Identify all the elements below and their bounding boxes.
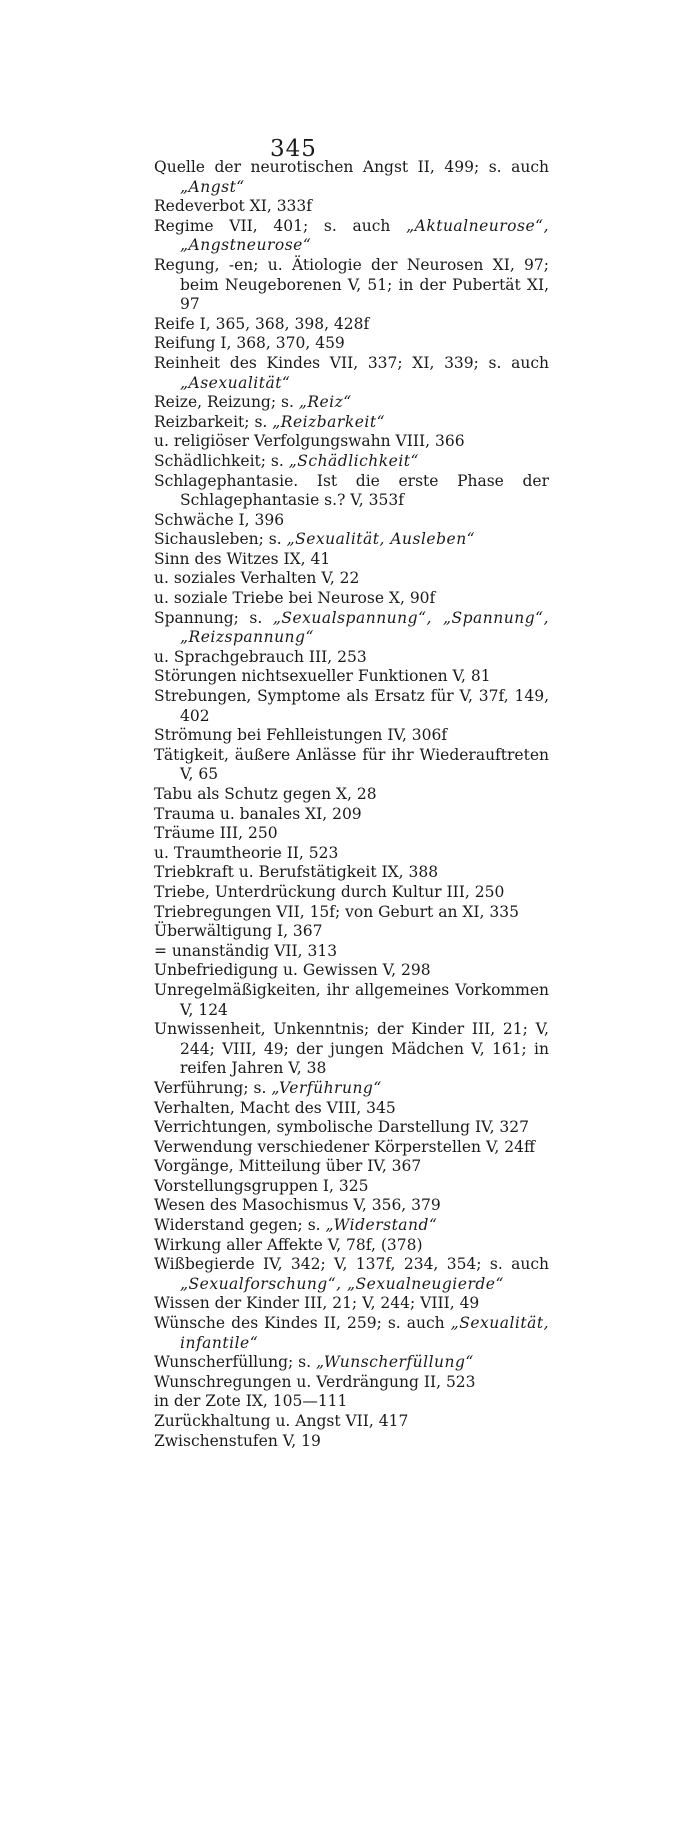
entry-text: Triebregungen VII, 15f; von Geburt an XI, 335 — [154, 902, 519, 921]
entry-text: Widerstand gegen; s. — [154, 1216, 326, 1235]
index-entry — [154, 393, 549, 413]
entry-text: Spannung; s. — [154, 608, 273, 627]
index-entry — [154, 1412, 549, 1432]
index-entry — [154, 981, 549, 1020]
entry-text: Schädlichkeit; s. — [154, 451, 289, 470]
entry-text: Wunscherfüllung; s. — [154, 1353, 316, 1372]
entry-text: Reizbarkeit; s. — [154, 412, 273, 431]
index-entry — [154, 1236, 549, 1256]
entry-text: Wissen der Kinder III, 21; V, 244; VIII, 49 — [154, 1294, 480, 1313]
entry-text: Verwendung verschiedener Körperstellen V, 24ff — [154, 1137, 536, 1156]
index-entry — [154, 883, 549, 903]
index-entry — [154, 903, 549, 923]
index-entry — [154, 922, 549, 942]
entry-cross-reference: „Aktualneurose“, „Angstneurose“ — [180, 216, 549, 255]
entry-text: Triebe, Unterdrückung durch Kultur III, 250 — [154, 882, 505, 901]
entry-cross-reference: „Asexualität“ — [180, 373, 291, 392]
index-entry — [154, 530, 549, 550]
index-entry — [154, 256, 549, 315]
entry-text: u. soziales Verhalten V, 22 — [154, 569, 360, 588]
index-entry — [154, 863, 549, 883]
entry-text: Unregelmäßigkeiten, ihr allgemeines Vorkommen V, 124 — [154, 980, 549, 1019]
entry-text: Tabu als Schutz gegen X, 28 — [154, 785, 377, 803]
index-entry — [154, 1314, 549, 1353]
entry-text: Zurückhaltung u. Angst VII, 417 — [154, 1412, 409, 1430]
entry-text: Träume III, 250 — [154, 824, 278, 843]
index-entry — [154, 413, 549, 433]
entry-text: u. soziale Triebe bei Neurose X, 90f — [154, 589, 436, 608]
entry-text: u. Sprachgebrauch III, 253 — [154, 647, 367, 666]
entry-text: Schlagephantasie. Ist die erste Phase der Schlagephantasie s.? V, 353f — [154, 471, 549, 510]
entry-text: Regung, -en; u. Ätiologie der Neurosen XI, 97; beim Neugeborenen V, 51; in der Pubertät XI, 97 — [154, 255, 549, 314]
index-entry — [154, 432, 549, 452]
index-entry — [154, 844, 549, 864]
index-entry — [154, 334, 549, 354]
entry-text: Unwissenheit, Unkenntnis; der Kinder III, 21; V, 244; VIII, 49; der jungen Mädchen V, 161; in reifen Jahren V, 38 — [154, 1020, 549, 1078]
index-entry — [154, 1255, 549, 1294]
entry-text: Schwäche I, 396 — [154, 510, 285, 529]
entry-text: Wißbegierde IV, 342; V, 137f, 234, 354; s. auch — [154, 1255, 549, 1274]
index-entry — [154, 217, 549, 256]
index-entry — [154, 1196, 549, 1216]
entry-cross-reference: „Verführung“ — [271, 1078, 382, 1097]
index-entry — [154, 726, 549, 746]
entry-text: Sinn des Witzes IX, 41 — [154, 549, 331, 568]
index-entry — [154, 824, 549, 844]
entry-text: Wünsche des Kindes II, 259; s. auch — [154, 1314, 451, 1333]
index-entry — [154, 667, 549, 687]
entry-text: Reifung I, 368, 370, 459 — [154, 334, 345, 353]
entry-text: Verrichtungen, symbolische Darstellung IV, 327 — [154, 1118, 530, 1137]
index-entry — [154, 569, 549, 589]
index-entry — [154, 1099, 549, 1119]
entry-text: Sichausleben; s. — [154, 530, 287, 549]
index-entry — [154, 452, 549, 472]
entry-text: Strömung bei Fehlleistungen IV, 306f — [154, 726, 448, 745]
index-entry — [154, 354, 549, 393]
index-entry — [154, 589, 549, 609]
index-entry — [154, 1294, 549, 1314]
index-entry — [154, 1118, 549, 1138]
index-entry — [154, 315, 549, 335]
entry-text: Trauma u. banales XI, 209 — [154, 804, 362, 823]
index-entry — [154, 609, 549, 648]
index-entry — [154, 1392, 549, 1412]
entry-text: Wunschregungen u. Verdrängung II, 523 — [154, 1372, 476, 1391]
entry-cross-reference: „Reizbarkeit“ — [272, 412, 385, 431]
index-entry — [154, 1177, 549, 1197]
page-number: 345 — [270, 136, 317, 162]
index-entry — [154, 1432, 549, 1452]
index-entry — [154, 1079, 549, 1099]
entry-cross-reference: „Wunscherfüllung“ — [315, 1353, 474, 1372]
index-list — [154, 158, 549, 1451]
entry-text: Regime VII, 401; s. auch — [154, 216, 407, 235]
index-entry — [154, 1020, 549, 1079]
entry-text: Triebkraft u. Berufstätigkeit IX, 388 — [154, 863, 439, 882]
entry-text: Strebungen, Symptome als Ersatz für V, 37f, 149, 402 — [154, 687, 549, 725]
index-entry — [154, 1216, 549, 1236]
entry-cross-reference: „Sexualspannung“, „Spannung“, „Reizspannung“ — [180, 608, 549, 647]
entry-text: Reinheit des Kindes VII, 337; XI, 339; s. auch — [154, 353, 549, 372]
entry-text: Reife I, 365, 368, 398, 428f — [154, 314, 370, 333]
index-entry — [154, 942, 549, 962]
entry-cross-reference: „Sexualforschung“, „Sexualneugierde“ — [180, 1274, 504, 1293]
index-entry — [154, 746, 549, 785]
entry-text: in der Zote IX, 105—111 — [154, 1392, 348, 1411]
entry-text: u. religiöser Verfolgungswahn VIII, 366 — [154, 432, 465, 451]
index-entry — [154, 961, 549, 981]
index-entry — [154, 197, 549, 217]
index-entry — [154, 687, 549, 726]
entry-cross-reference: „Schädlichkeit“ — [288, 451, 419, 470]
index-entry — [154, 1157, 549, 1177]
entry-text: Verhalten, Macht des VIII, 345 — [154, 1098, 396, 1117]
entry-text: Wirkung aller Affekte V, 78f, (378) — [154, 1235, 423, 1254]
entry-text: Reize, Reizung; s. — [154, 393, 299, 412]
entry-text: Störungen nichtsexueller Funktionen V, 81 — [154, 667, 491, 686]
index-entry — [154, 472, 549, 511]
index-entry — [154, 1138, 549, 1158]
entry-cross-reference: „Widerstand“ — [325, 1216, 438, 1235]
entry-text: Vorstellungsgruppen I, 325 — [154, 1176, 369, 1195]
index-entry — [154, 158, 549, 197]
entry-text: Zwischenstufen V, 19 — [154, 1431, 321, 1450]
entry-cross-reference: „Sexualität, infantile“ — [180, 1314, 549, 1352]
index-entry — [154, 550, 549, 570]
index-entry — [154, 785, 549, 805]
index-entry — [154, 1373, 549, 1393]
index-entry — [154, 511, 549, 531]
entry-cross-reference: „Reiz“ — [298, 393, 352, 412]
entry-text: Quelle der neurotischen Angst II, 499; s. auch — [154, 158, 549, 176]
entry-text: u. Traumtheorie II, 523 — [154, 843, 339, 862]
entry-text: Vorgänge, Mitteilung über IV, 367 — [154, 1157, 422, 1176]
index-entry — [154, 805, 549, 825]
entry-text: Tätigkeit, äußere Anlässe für ihr Wiederauftreten V, 65 — [154, 745, 549, 784]
entry-text: = unanständig VII, 313 — [154, 941, 338, 960]
entry-cross-reference: „Angst“ — [180, 177, 245, 196]
entry-text: Unbefriedigung u. Gewissen V, 298 — [154, 961, 431, 980]
index-entry — [154, 1353, 549, 1373]
entry-text: Verführung; s. — [154, 1078, 272, 1097]
entry-text: Überwältigung I, 367 — [154, 922, 323, 941]
entry-text: Redeverbot XI, 333f — [154, 197, 313, 216]
entry-cross-reference: „Sexualität, Ausleben“ — [286, 530, 476, 549]
index-entry — [154, 648, 549, 668]
entry-text: Wesen des Masochismus V, 356, 379 — [154, 1196, 441, 1215]
